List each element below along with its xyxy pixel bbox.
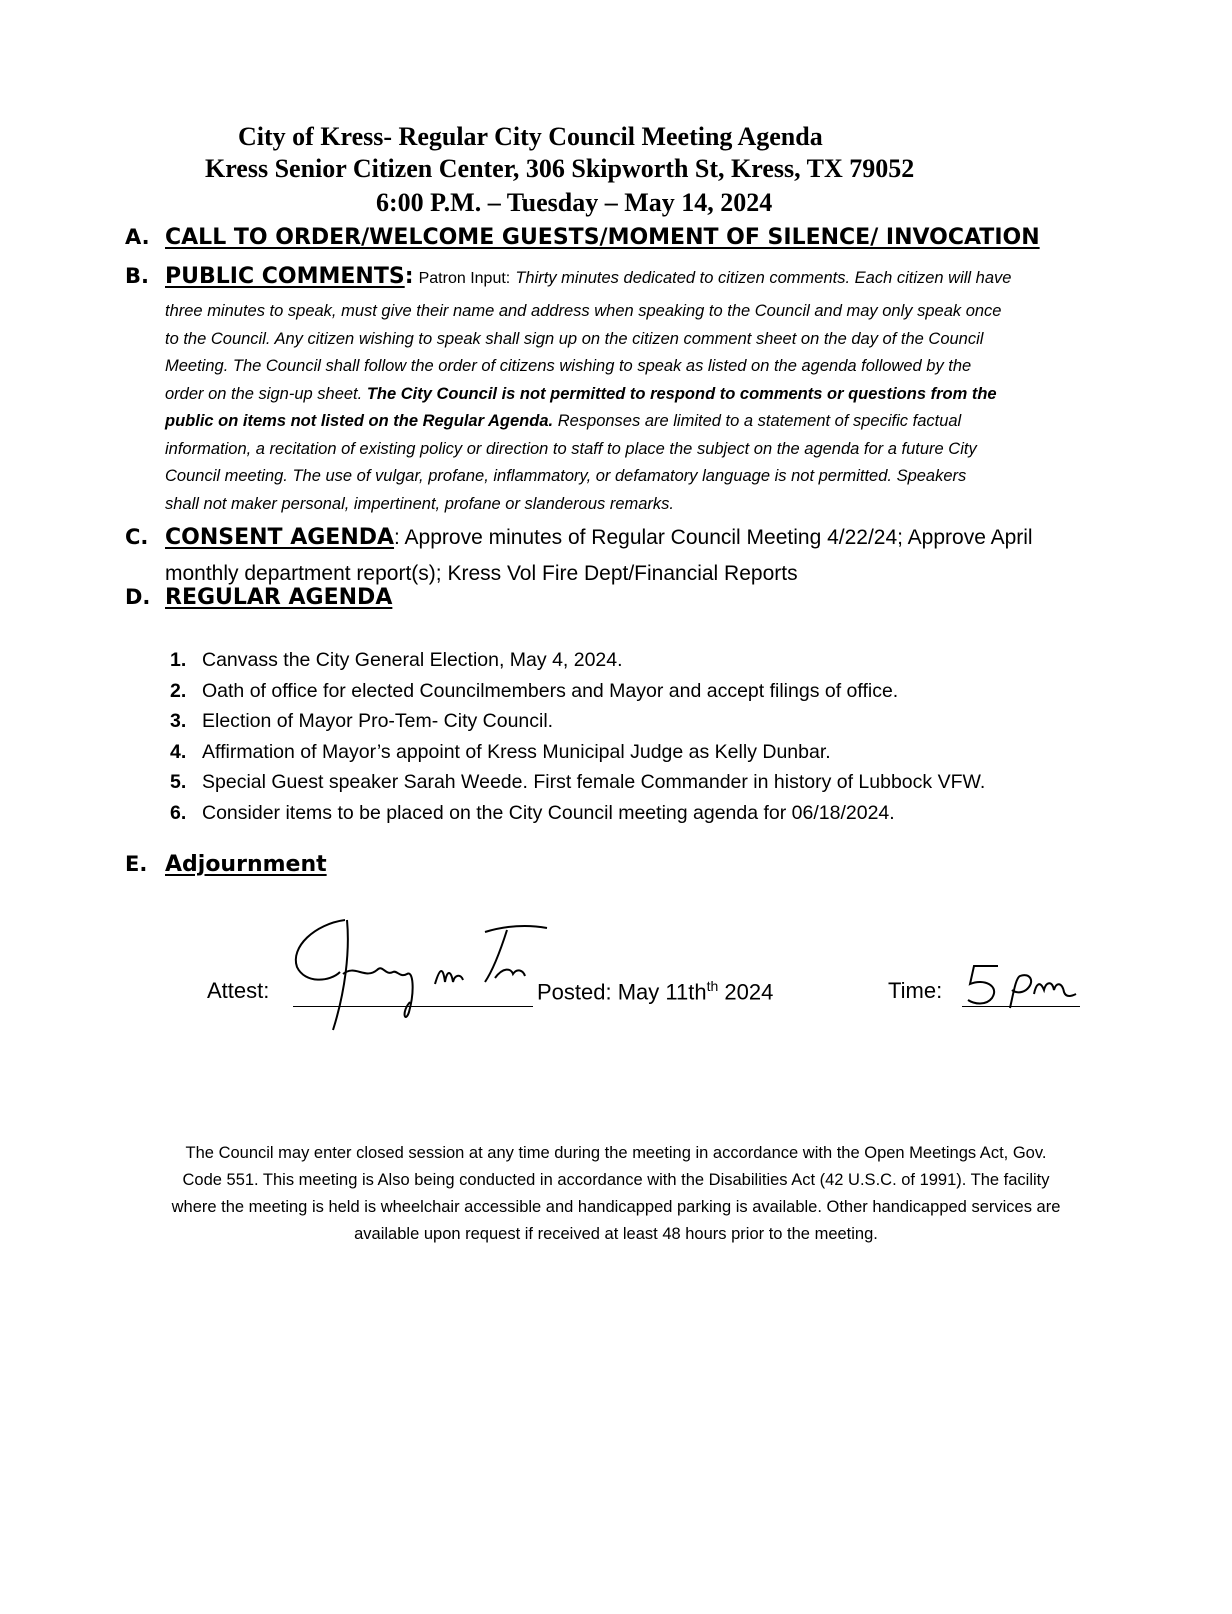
public-comments-line-6a: public on items not listed on the Regular Agenda.: [165, 412, 554, 430]
section-b-letter: B.: [125, 264, 149, 288]
section-c-line-1: [125, 519, 1033, 556]
item-number: 5.: [170, 771, 187, 793]
item-text: Canvass the City General Election, May 4, 2024.: [202, 649, 623, 671]
list-item: [170, 645, 985, 676]
patron-input-label: Patron Input:: [418, 270, 511, 287]
posted-superscript: th: [706, 978, 719, 994]
section-a-letter: A.: [125, 225, 150, 249]
public-comments-line-8: Council meeting. The use of vulgar, profane, inflammatory, or defamatory language is not permitted. Speakers: [165, 467, 967, 485]
public-comments-line-4: Meeting. The Council shall follow the order of citizens wishing to speak as listed on the agenda followed by the: [165, 357, 972, 375]
posted-label: Posted: May 11th: [537, 979, 707, 1005]
item-number: 2.: [170, 679, 187, 702]
section-a-title: CALL TO ORDER/WELCOME GUESTS/MOMENT OF SILENCE/ INVOCATION: [165, 225, 1040, 250]
section-d: [125, 585, 392, 610]
posted-year: 2024: [724, 979, 774, 1005]
header-line-2: Kress Senior Citizen Center, 306 Skipworth St, Kress, TX 79052: [205, 154, 915, 183]
list-item: [170, 798, 985, 829]
item-text: Oath of office for elected Councilmembers and Mayor and accept filings of office.: [202, 679, 899, 702]
header-line-3: 6:00 P.M. – Tuesday – May 14, 2024: [376, 188, 773, 217]
regular-agenda-list: [170, 645, 985, 828]
section-d-letter: D.: [125, 585, 151, 609]
section-b-colon: :: [404, 264, 414, 289]
time-label: Time:: [888, 978, 943, 1003]
header-line-1: City of Kress- Regular City Council Meeting Agenda: [238, 122, 823, 151]
section-d-title: REGULAR AGENDA: [165, 585, 393, 610]
footer-line-1: The Council may enter closed session at any time during the meeting in accordance with the Open Meetings Act, Gov.: [185, 1144, 1047, 1162]
item-text: Election of Mayor Pro-Tem- City Council.: [202, 710, 554, 732]
signature-image: [285, 912, 555, 1032]
public-comments-line-5a: order on the sign-up sheet.: [165, 384, 363, 403]
public-comments-line-7: information, a recitation of existing policy or direction to staff to place the subject on the agenda for a future City: [165, 439, 977, 458]
section-e: [125, 852, 327, 877]
section-c: [125, 519, 1033, 592]
item-text: Special Guest speaker Sarah Weede. First female Commander in history of Lubbock VFW.: [202, 771, 986, 793]
public-comments-line-9: shall not maker personal, impertinent, profane or slanderous remarks.: [165, 494, 674, 513]
time-handwritten-image: [960, 960, 1090, 1020]
section-a: [125, 225, 1040, 250]
section-b: [125, 264, 1011, 289]
item-text: Consider items to be placed on the City Council meeting agenda for 06/18/2024.: [202, 801, 895, 824]
list-item: [170, 706, 985, 737]
section-c-title: CONSENT AGENDA: [165, 525, 395, 550]
list-item: [170, 737, 985, 768]
section-e-letter: E.: [125, 852, 148, 876]
footer-line-3: where the meeting is held is wheelchair accessible and handicapped parking is available. Other handicapped services are: [171, 1198, 1061, 1216]
section-e-title: Adjournment: [165, 852, 327, 877]
list-item: [170, 676, 985, 707]
section-c-text-1: : Approve minutes of Regular Council Meeting 4/22/24; Approve April: [394, 526, 1033, 549]
footer-line-2: Code 551. This meeting is Also being conducted in accordance with the Disabilities Act (42 U.S.C. of 1991). The facility: [182, 1171, 1050, 1189]
section-b-title: PUBLIC COMMENTS: [165, 264, 405, 289]
item-number: 4.: [170, 740, 187, 763]
attest-label: Attest:: [207, 978, 270, 1003]
public-comments-line-5: [165, 381, 1115, 409]
public-comments-line-3: to the Council. Any citizen wishing to speak shall sign up on the citizen comment sheet on the day of the Council: [165, 329, 984, 348]
public-comments-line-6b: Responses are limited to a statement of specific factual: [557, 412, 962, 430]
posted-date: [537, 978, 773, 1005]
public-comments-line-5b: The City Council is not permitted to respond to comments or questions from the: [366, 384, 997, 403]
section-c-text-2: monthly department report(s); Kress Vol Fire Dept/Financial Reports: [165, 562, 798, 585]
footer-notice: [90, 1140, 1142, 1248]
public-comments-line-6: [165, 408, 1115, 436]
public-comments-body: [165, 298, 1115, 518]
item-number: 1.: [170, 649, 187, 671]
item-number: 6.: [170, 801, 187, 824]
public-comments-line-2: three minutes to speak, must give their name and address when speaking to the Council and may only speak once: [165, 302, 1002, 320]
public-comments-line-1: Thirty minutes dedicated to citizen comments. Each citizen will have: [515, 269, 1012, 287]
section-c-letter: C.: [125, 525, 149, 549]
list-item: [170, 767, 985, 798]
footer-line-4: available upon request if received at least 48 hours prior to the meeting.: [354, 1225, 878, 1243]
item-number: 3.: [170, 710, 187, 732]
item-text: Affirmation of Mayor’s appoint of Kress Municipal Judge as Kelly Dunbar.: [202, 740, 831, 763]
